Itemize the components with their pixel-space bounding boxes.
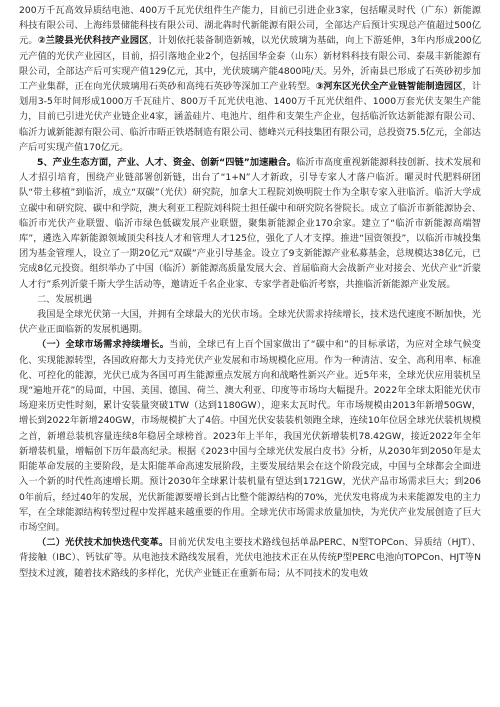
paragraph	[19, 292, 481, 307]
body-text: 二、发展机遇	[37, 293, 93, 305]
paragraph	[19, 337, 481, 535]
body-text: 目前光伏发电主要技术路线包括单晶PERC、N型TOPCon、异质结（HJT）、背接触（IBC）、钙钛矿等。从电池技术路线发展看，光伏电池技术正在从传统P型PERC电池向TOPCon、HJT等N型技术过渡，随着技术路线的多样化，光伏产业链正在重新布局；从不同技术的发电效	[19, 537, 481, 579]
body-text: ，计划依托装备制造新城，以光伏玻璃为基础，向上下游延伸，3年内形成200亿元产值的光伏产业园区，目前，招引落地企业2个，包括国华金泰（山东）新材料科技有限公司、泰晟丰新能源有限公司，全部达产后可实现产值129亿元，其中，光伏玻璃产能4800吨/天。另外，沂南县已形成了石英砂初步加工产业集群，正在向光伏玻璃用石英砂和高纯石英砂等深加工产业转型。	[19, 35, 482, 93]
bold-heading-text: ③河东区光伏全产业链智能制造园区	[315, 81, 463, 93]
paragraph	[19, 155, 481, 292]
paragraph	[19, 307, 481, 337]
paragraph	[19, 3, 481, 155]
body-text: 我国是全球光伏第一大国，并拥有全球最大的光伏市场。全球光伏需求持续增长，技术迭代速度不断加快，光伏产业正面临新的发展机遇期。	[19, 309, 481, 336]
bold-heading-text: 5、产业生态方面，产业、人才、资金、创新“四链”加速融合。	[37, 157, 297, 169]
body-text: ，计划用3-5年时间形成1000万千瓦硅片、800万千瓦光伏电池、1400万千瓦光伏组件、1000万套光伏支架生产能力，目前已引进光伏产业链企业4家，涵盖硅片、电池片、组件和支架生产企业，包括临沂钦达新能源有限公司、临沂力诚新能源有限公司、临沂市晤正铁塔制造有限公司、德峰兴元科技集团有限公司，总投资75.5亿元，全部达产后可实现产值170亿元。	[19, 81, 482, 153]
body-text: 200万千瓦高效异质结电池、400万千瓦光伏组件生产能力，目前已引进企业3家，包括曜灵时代（广东）新能源科技有限公司、上海纬景储能科技有限公司、湖北犇时代新能源有限公司，全部达产后预计实现总产值超过500亿元。	[19, 5, 481, 47]
bold-heading-text: （二）光伏技术加快迭代变革。	[37, 537, 169, 549]
bold-heading-text: ②兰陵县光伏科技产业园区	[37, 35, 149, 47]
body-text: 当前，全球已有上百个国家做出了“碳中和”的目标承诺，为应对全球气候变化、实现能源转型，各国政府都大力支持光伏产业发展和市场规模化应用。作为一种清洁、安全、高利用率、标准化、可控化的能源，光伏已成为各国可再生能源重点发展方向和战略性新兴产业。近5年来，全球光伏应用装机呈现“遍地开花”的局面，中国、美国、德国、荷兰、澳大利亚、印度等市场均大幅提升。2022年全球太阳能光伏市场迎来历史性时刻，累计安装量突破1TW（达到1180GW），迎来太瓦时代。年市场规模由2013年新增50GW，增长到2022年新增240GW，市场规模扩大了4倍。中国光伏安装装机领跑全球，连续10年位居全球光伏装机规模之首，新增总装机容量连续8年稳居全球榜首。2023年上半年，我国光伏新增装机78.42GW，接近2022年全年新增装机量，增幅创下历年最高纪录。根据《2023中国与全球光伏发展白皮书》分析，从2030年到2050年是太阳能革命发展的主要阶段，是太阳能革命高速发展阶段，主要发展结果会在这个阶段完成，中国与全球都会全面进入一个新的时代性高速增长期。预计2030年全球累计装机量有望达到1721GW，光伏产品市场需求巨大；到2060年前后，经过40年的发展，光伏新能源要增长到占比整个能源结构的70%，光伏发电将成为未来能源发电的主力军，在全球能源结构转型过程中发挥越来越重要的作用。全球光伏市场需求放量加快，为光伏产业发展创造了巨大市场空间。	[19, 339, 481, 533]
body-text: 临沂市高度重视新能源科技创新、技术发展和人才招引培育，围绕产业链部署创新链，出台了“1+N”人才新政，引导专家人才落户临沂。曜灵时代肥料研团队“带土移植”到临沂，成立“双碳”（光伏）研究院，加拿大工程院刘焕明院士作为全职专家入驻临沂。临沂大学成立碳中和研究院、碳中和学院，澳大利亚工程院刘科院士担任碳中和研究院名誉院长。成立了临沂市新能源协会、临沂市光伏产业联盟、临沂市绿色低碳发展产业联盟，聚集新能源企业170余家。建立了“临沂市新能源高端智库”，遴选入库新能源领域顶尖科技人才和管理人才125位，强化了人才支撑。推进“国资领投”，以临沂市城投集团为基金管理人，设立了一期20亿元“双碳”产业引导基金。设立了9支新能源产业私募基金，总规模达38亿元，已完成8亿元投资。组织举办了中国（临沂）新能源高质量发展大会、首届临商大会战新产业对接会、光伏产业“沂蒙人才行”系列沂蒙千斯大学生活动等，邀请近千名企业家、专家学者赴临沂考察，共推临沂新能源产业发展。	[19, 157, 482, 290]
bold-heading-text: （一）全球市场需求持续增长。	[37, 339, 170, 351]
paragraph	[19, 535, 481, 581]
